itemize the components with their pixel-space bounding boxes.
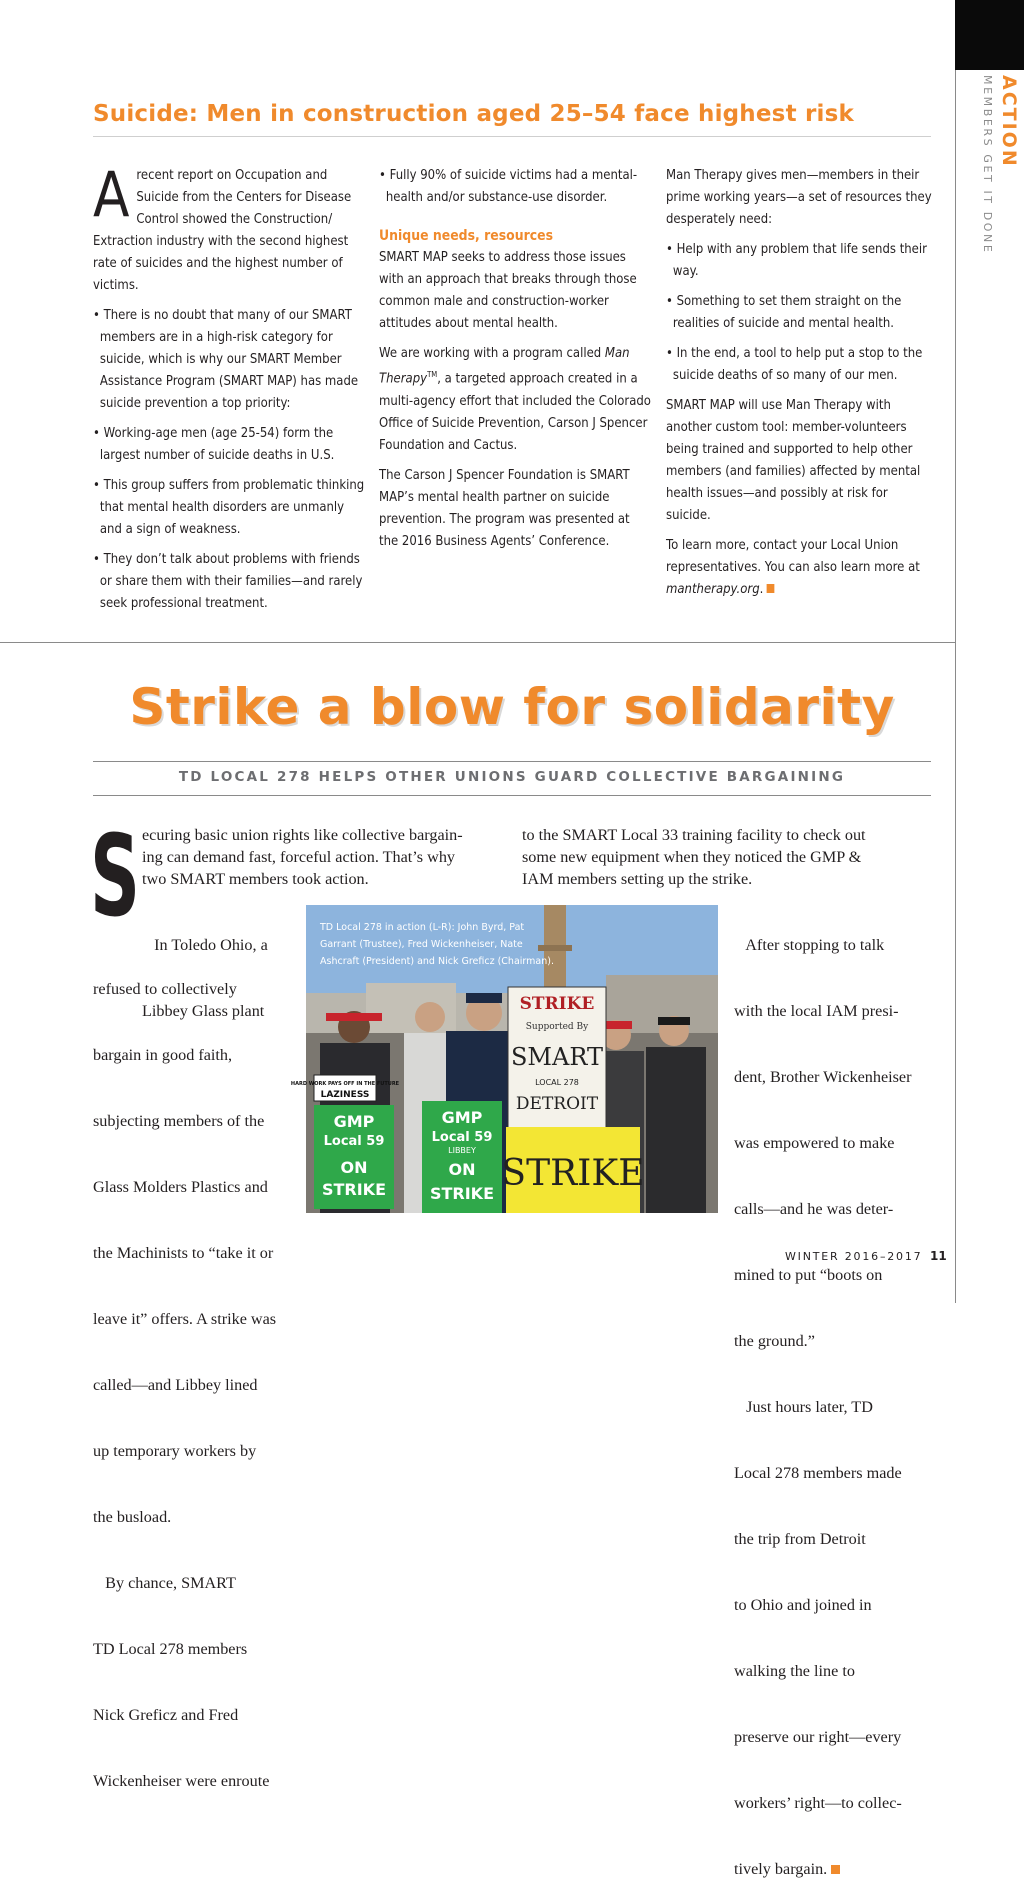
body-line: the Machinists to “take it or bbox=[93, 1244, 274, 1262]
p3-before: To learn more, contact your Local Union representatives. You can also learn more at bbox=[666, 537, 920, 575]
article1-dropcap: A bbox=[93, 158, 130, 231]
body-line: Glass Molders Plastics and bbox=[93, 1178, 268, 1196]
article1-col2-p3: The Carson J Spencer Foundation is SMART MAP’s mental health partner on suicide prevention. The program was presented at the 2016 Business Agents’ Conference. bbox=[379, 466, 630, 549]
body-line: mined to put “boots on bbox=[734, 1266, 883, 1284]
p3-after: . bbox=[759, 581, 764, 597]
article1-col3-p3 bbox=[666, 534, 936, 600]
section-label: ACTION bbox=[998, 75, 1020, 168]
body-line: calls—and he was deter- bbox=[734, 1200, 894, 1218]
body-line: with the local IAM presi- bbox=[734, 1002, 899, 1020]
gmp-sign-right-line: Local 59 bbox=[431, 1130, 493, 1145]
body-line: called—and Libbey lined bbox=[93, 1376, 258, 1394]
article1-bullet-2: • Working-age men (age 25-54) form the largest number of suicide deaths in U.S. bbox=[93, 425, 335, 463]
body-line: was empowered to make bbox=[734, 1134, 895, 1152]
body-line: Wickenheiser were enroute bbox=[93, 1772, 270, 1790]
body-line: bargain in good faith, bbox=[93, 1046, 233, 1064]
article1-bullet-3: • This group suffers from problematic thinking that mental health disorders are unmanly and a sign of weakness. bbox=[93, 477, 365, 537]
article1-bullet-1: • There is no doubt that many of our SMART members are in a high-risk category for suicide, which is why our SMART Member Assistance Program (SMART MAP) has made suicide prevention a top priority: bbox=[93, 307, 359, 411]
body-line: leave it” offers. A strike was bbox=[93, 1310, 277, 1328]
article1-intro-text: recent report on Occupation and Suicide from the Centers for Disease Control showed the Construction/ Extraction industry with the second highest rate of suicides and the highest number of victims. bbox=[93, 167, 352, 293]
strike-photo bbox=[290, 905, 718, 1213]
side-rail-label bbox=[960, 75, 1020, 265]
smart-sign-line: Supported By bbox=[525, 1022, 589, 1032]
body-line: walking the line to bbox=[734, 1662, 855, 1680]
gmp-sign-right-line: STRIKE bbox=[429, 1184, 495, 1203]
article2-lead bbox=[142, 824, 463, 890]
trademark-mark: TM bbox=[427, 370, 438, 379]
laziness-sign-text: LAZINESS bbox=[320, 1090, 370, 1100]
article1-column-3 bbox=[666, 164, 936, 608]
smart-sign-line: DETROIT bbox=[515, 1094, 599, 1114]
article2-subtitle-rule-top bbox=[93, 761, 931, 762]
caption-line: Ashcraft (President) and Nick Greficz (Chairman). bbox=[320, 956, 554, 967]
article2-mid-column bbox=[522, 824, 866, 890]
article1-col2-p2 bbox=[379, 342, 651, 456]
body-line: some new equipment when they noticed the GMP & bbox=[522, 848, 862, 866]
body-line: to Ohio and joined in bbox=[734, 1596, 872, 1614]
gmp-sign-left-line: Local 59 bbox=[323, 1134, 385, 1149]
caption-line: TD Local 278 in action (L-R): John Byrd, Pat bbox=[320, 922, 525, 933]
article2-dropcap: S bbox=[90, 812, 141, 942]
body-line: Just hours later, TD bbox=[734, 1398, 873, 1416]
gmp-sign-left-line: STRIKE bbox=[321, 1180, 387, 1199]
article1-bullet-5: • Fully 90% of suicide victims had a mental-health and/or substance-use disorder. bbox=[379, 167, 638, 205]
body-line: the ground.” bbox=[734, 1332, 815, 1350]
body-line: to the SMART Local 33 training facility to check out bbox=[522, 826, 866, 844]
article1-bullet-6: • Help with any problem that life sends their way. bbox=[666, 241, 927, 279]
body-line: subjecting members of the bbox=[93, 1112, 265, 1130]
mantherapy-link[interactable]: mantherapy.org bbox=[666, 581, 760, 597]
body-line: dent, Brother Wickenheiser bbox=[734, 1068, 912, 1086]
lead-line: ing can demand fast, forceful action. That’s why bbox=[142, 848, 456, 866]
body-line: preserve our right—every bbox=[734, 1728, 902, 1746]
article1-col2-p1: SMART MAP seeks to address those issues with an approach that breaks through those common male and construction-worker attitudes about mental health. bbox=[379, 249, 637, 331]
body-line: Nick Greficz and Fred bbox=[93, 1706, 239, 1724]
smart-sign-line: STRIKE bbox=[519, 994, 595, 1014]
section-tagline: MEMBERS GET IT DONE bbox=[981, 75, 994, 255]
article1-subhead: Unique needs, resources bbox=[379, 228, 554, 244]
article2-right-column bbox=[734, 890, 912, 1902]
toledo-line: In Toledo Ohio, a bbox=[142, 936, 268, 954]
body-line: TD Local 278 members bbox=[93, 1640, 248, 1658]
lead-line: ecuring basic union rights like collective bargain- bbox=[142, 826, 463, 844]
article1-bullet-8: • In the end, a tool to help put a stop to the suicide deaths of so many of our men. bbox=[666, 345, 923, 383]
end-mark-icon bbox=[831, 1865, 840, 1874]
body-line: After stopping to talk bbox=[734, 936, 885, 954]
caption-line: Garrant (Trustee), Fred Wickenheiser, Nate bbox=[320, 939, 523, 950]
body-line-last bbox=[734, 1858, 912, 1880]
toledo-line: Libbey Glass plant bbox=[142, 1002, 265, 1020]
article1-column-1 bbox=[93, 158, 365, 622]
article1-intro bbox=[93, 158, 365, 296]
body-line-text: tively bargain. bbox=[734, 1860, 828, 1878]
article1-bullet-7: • Something to set them straight on the realities of suicide and mental health. bbox=[666, 293, 902, 331]
page-number: 11 bbox=[930, 1249, 947, 1263]
article2-left-column bbox=[93, 934, 276, 1814]
gmp-sign-left-line: ON bbox=[340, 1158, 368, 1177]
body-line: IAM members setting up the strike. bbox=[522, 870, 753, 888]
side-rail-tab bbox=[955, 0, 1024, 70]
body-line: refused to collectively bbox=[93, 980, 237, 998]
article2-title: Strike a blow for solidarity bbox=[129, 678, 895, 736]
photo-caption bbox=[320, 919, 554, 970]
section-divider bbox=[0, 642, 955, 643]
lead-line: two SMART members took action. bbox=[142, 870, 369, 888]
man-therapy-name: Man Therapy bbox=[379, 345, 630, 387]
article2-subtitle-rule-bottom bbox=[93, 795, 931, 796]
p2-before: We are working with a program called bbox=[379, 345, 605, 361]
body-line: up temporary workers by bbox=[93, 1442, 257, 1460]
smart-sign-line: SMART bbox=[510, 1043, 604, 1071]
article1-title-rule bbox=[93, 136, 931, 137]
gmp-sign-right-line: LIBBEY bbox=[448, 1146, 476, 1155]
gmp-sign-right-line: GMP bbox=[441, 1108, 483, 1127]
yellow-strike-sign-text: STRIKE bbox=[501, 1153, 645, 1194]
smart-sign-line: LOCAL 278 bbox=[535, 1078, 579, 1087]
hardwork-sign-text: HARD WORK PAYS OFF IN THE FUTURE bbox=[290, 1081, 400, 1087]
article1-col3-p1: Man Therapy gives men—members in their prime working years—a set of resources they desperately need: bbox=[666, 167, 932, 227]
article2-subtitle: TD LOCAL 278 HELPS OTHER UNIONS GUARD COLLECTIVE BARGAINING bbox=[178, 769, 846, 785]
body-line: workers’ right—to collec- bbox=[734, 1794, 902, 1812]
article1-col3-p2: SMART MAP will use Man Therapy with another custom tool: member-volunteers being trained and supported to help other members (and families) affected by mental health issues—and possibly at risk for suicide. bbox=[666, 397, 921, 523]
p2-after: , a targeted approach created in a multi-agency effort that included the Colorado Office of Suicide Prevention, Carson J Spencer Foundation and Cactus. bbox=[379, 370, 651, 453]
body-line: the busload. bbox=[93, 1508, 172, 1526]
issue-date: WINTER 2016–2017 bbox=[785, 1250, 923, 1263]
side-rail-divider bbox=[955, 0, 956, 1303]
body-line: By chance, SMART bbox=[93, 1574, 236, 1592]
gmp-sign-right-line: ON bbox=[448, 1160, 476, 1179]
article1-title: Suicide: Men in construction aged 25–54 face highest risk bbox=[93, 101, 854, 127]
article1-bullet-4: • They don’t talk about problems with friends or share them with their families—and rarely seek professional treatment. bbox=[93, 551, 363, 611]
article1-column-2 bbox=[379, 164, 651, 560]
body-line: Local 278 members made bbox=[734, 1464, 902, 1482]
body-line: the trip from Detroit bbox=[734, 1530, 866, 1548]
end-mark-icon bbox=[767, 584, 775, 593]
gmp-sign-left-line: GMP bbox=[333, 1112, 375, 1131]
